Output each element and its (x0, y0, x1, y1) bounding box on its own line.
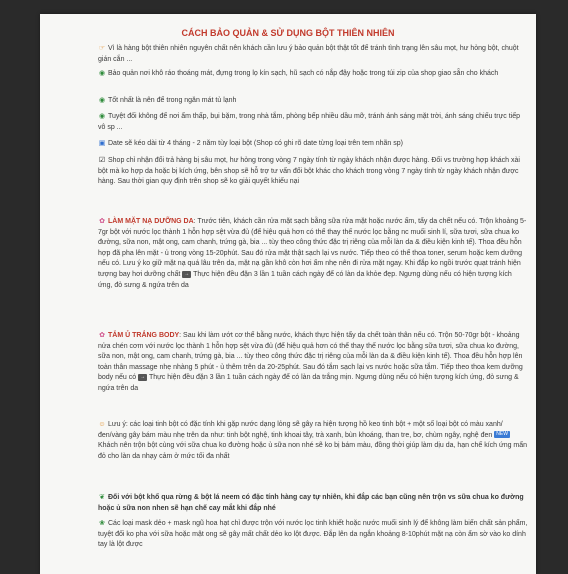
section-text-after: Thực hiện đều đặn 3 lần 1 tuần cách ngày để có làn da trắng mịn. Ngưng dùng nếu có hiện tượng kích ứng, đỏ sưng & ngứa trên da (98, 374, 519, 392)
note-return-text: Shop chỉ nhận đổi trả hàng bị sâu mọt, hư hỏng trong vòng 7 ngày tính từ ngày khách nhận được hàng. Đối vs trường hợp khách xài bột mà ko hợp da hoặc bị kích ứng, bên shop sẽ hỗ trợ tư vấn đổi bột khác cho khách trong vòng 7 ngày tính từ ngày khách nhận được hàng. Sau thời gian quy định trên shop sẽ ko giải quyết khiếu nại (98, 157, 520, 186)
section-heading: LÀM MẶT NẠ DƯỠNG DA (108, 218, 194, 225)
leaf-icon: ❦ (99, 494, 105, 501)
note-avoid (98, 112, 528, 133)
section-text: : Sau khi làm ướt cơ thể bằng nước, khách thực hiện tẩy da chết toàn thân nếu có. Trộn 50-70gr bột - khoảng nửa chén cơm với nước lọc thành 1 hỗn hợp sệt vừa đủ (để hiệu quả hơn có thể thay thế nước lọc bằng sữa tươi, sữa chua ko đường, sữa non, mật ong, cam chanh, trứng gà, bia ... tùy theo công thức đặc trị riêng của mỗi làn da & điều kiện kinh tế). Thoa đều hỗn hợp lên toàn thân massage nhẹ nhàng 5 phút - ủ thêm trên da 20-25phút. Sau đó tắm sạch lại vs nước hoặc sữa tắm. Tiếp theo thoa kem dưỡng body nếu có (98, 332, 523, 382)
note-peel-mask (98, 519, 528, 551)
arrow-right-icon: → (140, 374, 146, 381)
moneybag-icon: ◉ (98, 70, 106, 77)
moneybag-icon: ◉ (98, 97, 106, 104)
face-icon: ☺ (98, 421, 106, 428)
note-storage-text: Bảo quản nơi khô ráo thoáng mát, đựng trong lọ kín sạch, hũ sạch có nắp đậy hoặc trong túi zip của shop giao sẵn cho khách (108, 70, 499, 77)
note-peel-mask-text: Các loại mask dẻo + mask ngũ hoa hạt chỉ được trộn với nước lọc tinh khiết hoặc nước muối sinh lý để không làm biến chất sản phẩm, tuyệt đối ko pha với sữa hoặc mật ong sẽ gây mất chất dẻo ko lột được. Đắp lên da ngắn khoảng 8-10phút mặt nạ còn ẩm sờ vào ko dính tay là lột được (98, 520, 528, 549)
note-fridge-text: Tốt nhất là nên để trong ngăn mát tủ lạnh (108, 97, 237, 104)
flower-icon: ✿ (99, 332, 105, 339)
note-staining-text-after: Khách nên trộn bột cùng với sữa chua ko đường hoặc ủ sữa non nhé sẽ ko bị bám màu, đồng thời giúp làm dịu da, hạn chế kích ứng mẩn đỏ cho làn da nhạy cảm ở mức tối đa nhất (98, 442, 528, 460)
note-bitter-melon (98, 493, 528, 514)
note-staining (98, 420, 528, 462)
note-staining-text: Lưu ý: các loại tinh bột có đặc tính khi gặp nước dạng lỏng sẽ gây ra hiện tượng hồ keo tinh bột + một số loại bột có màu xanh/đen/vàng gây bám màu nhẹ trên da như: tinh bột nghệ, tinh khoai tây, trà xanh, bùn khoáng, than tre, bơ, chùm ngây, nghệ đen (98, 421, 503, 439)
note-pest (98, 44, 528, 65)
herb-icon: ❀ (99, 520, 105, 527)
note-avoid-text: Tuyệt đối không để nơi ẩm thấp, bụi bặm, trong nhà tắm, phòng bếp nhiều dầu mỡ, tránh ánh sáng mặt trời, ánh sáng chiếu trực tiếp vô sp ... (98, 113, 521, 131)
new-badge: NEW (496, 431, 508, 438)
hand-point-icon: ☞ (98, 45, 106, 52)
section-heading: TẮM Ủ TRẮNG BODY (108, 332, 180, 339)
section-text: : Trước tiên, khách cần rửa mặt sạch bằng sữa rửa mặt hoặc nước ấm, tẩy da chết nếu có. Trộn khoảng 5-7gr bột với nước lọc thành 1 hỗn hợp sệt vừa đủ (để hiệu quả hơn có thể thay thế nước lọc bằng nc muối sinh lí, sữa tươi, sữa chua ko đường, sữa non, mật ong, cam chanh, trứng gà, bia ... tùy theo công thức đặc trị riêng của mỗi làn da & điều kiện kinh tế). Thoa đều hỗn hợp đã pha lên mặt - ủ trong vòng 15-20phút. Sau đó rửa mặt thật sạch lại vs nước. Tiếp theo có thể thoa toner, serum hoặc kem dưỡng nếu có. Lưu ý ko giữ mặt nạ quá lâu trên da, mặt nạ gần khô còn hơi ẩm nhẹ nên đi rửa mặt ngay. Khi đắp ko ngồi trước quạt tránh hiện tượng bay hơi dưỡng chất (98, 218, 527, 278)
note-storage (98, 69, 528, 80)
keycap-icon: ▣ (98, 140, 106, 147)
moneybag-icon: ◉ (98, 113, 106, 120)
instruction-sheet (40, 14, 536, 574)
section-face-mask (98, 217, 528, 291)
section-body-bath (98, 331, 528, 395)
flower-icon: ✿ (99, 218, 105, 225)
checkmark-icon: ☑ (98, 157, 106, 164)
arrow-right-icon: → (184, 270, 190, 277)
note-pest-text: Vì là hàng bột thiên nhiên nguyên chất nên khách cần lưu ý bảo quản bột thật tốt để tránh tình trạng lên sâu mọt, hư hỏng bột, chuột gián cắn ... (98, 45, 519, 63)
section-text-after: Thực hiện đều đặn 3 lần 1 tuần cách ngày để có làn da khỏe đẹp. Ngưng dùng nếu có hiện tượng kích ứng, đỏ sưng & ngứa trên da (98, 270, 512, 289)
note-bitter-melon-text: Đối với bột khổ qua rừng & bột lá neem có đặc tính hàng cay tự nhiên, khi đắp các bạn cũng nên trộn vs sữa chua ko đường hoặc ủ sữa non nhen sẽ hạn chế cay mắt khi đắp nhé (98, 494, 524, 512)
page-title: CÁCH BẢO QUẢN & SỬ DỤNG BỘT THIÊN NHIÊN (181, 28, 395, 38)
note-fridge (98, 96, 528, 107)
note-date-text: Date sẽ kéo dài từ 4 tháng - 2 năm tùy loại bột (Shop có ghi rõ date từng loại trên tem nhãn sp) (108, 140, 403, 147)
note-date (98, 139, 528, 150)
note-return (98, 156, 528, 188)
